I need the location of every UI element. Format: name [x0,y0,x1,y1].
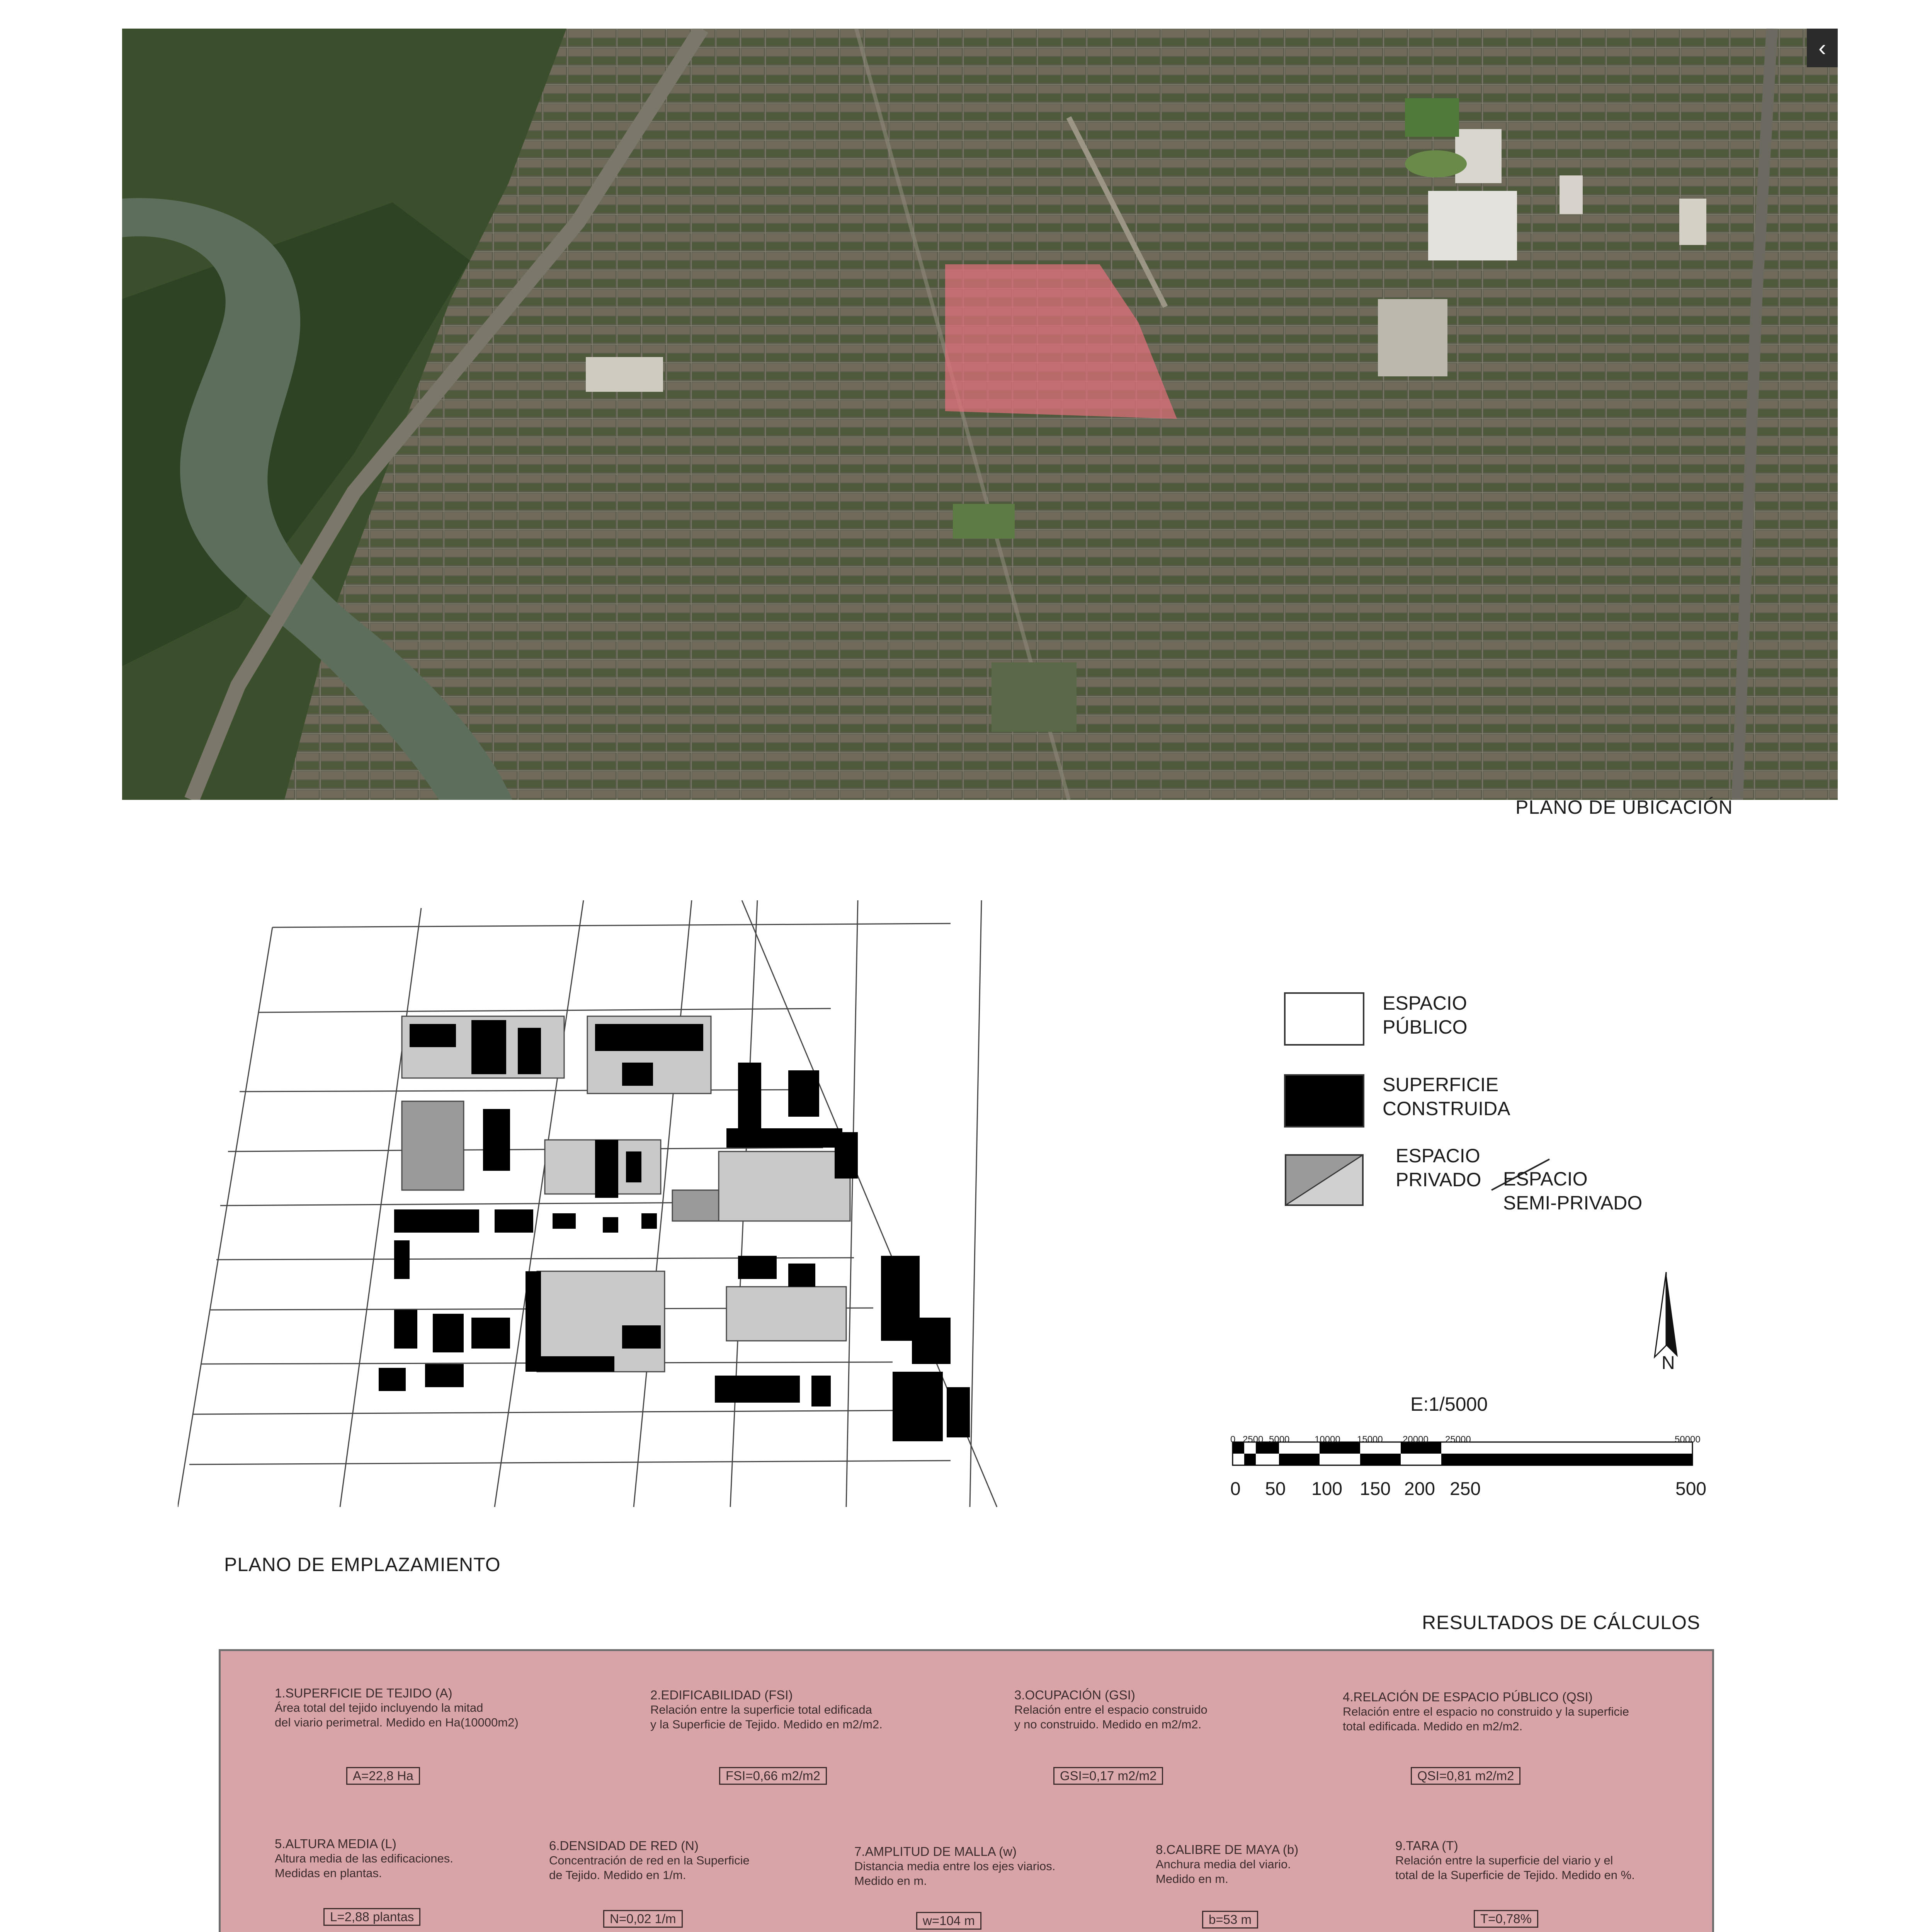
north-label: N [1662,1353,1675,1373]
location-plan-caption: PLANO DE UBICACIÓN [1515,796,1733,818]
chevron-left-icon[interactable]: ‹ [1807,29,1838,67]
legend-swatch-public [1284,992,1364,1046]
result-value-6: N=0,02 1/m [603,1910,683,1928]
result-item-8: 8.CALIBRE DE MAYA (b) Anchura media del viario. Medido en m. [1156,1842,1299,1886]
result-value-9: T=0,78% [1474,1910,1538,1928]
results-title: RESULTADOS DE CÁLCULOS [1422,1612,1701,1633]
legend-label-semiprivate: ESPACIO SEMI-PRIVADO [1503,1168,1643,1214]
result-item-1: 1.SUPERFICIE DE TEJIDO (A) Área total del tejido incluyendo la mitad del viario perimetral. Medido en Ha(10000m2) [275,1686,519,1729]
result-item-3: 3.OCUPACIÓN (GSI) Relación entre el espacio construido y no construido. Medido en m2/m2. [1014,1688,1208,1731]
result-item-9: 9.TARA (T) Relación entre la superficie del viario y el total de la Superficie de Tejido. Medido en %. [1395,1838,1635,1882]
result-item-6: 6.DENSIDAD DE RED (N) Concentración de red en la Superficie de Tejido. Medido en 1/m. [549,1838,750,1882]
scale-title: E:1/5000 [1410,1393,1488,1415]
site-plan-caption: PLANO DE EMPLAZAMIENTO [224,1554,501,1575]
result-value-1: A=22,8 Ha [346,1767,420,1785]
result-item-7: 7.AMPLITUD DE MALLA (w) Distancia media entre los ejes viarios. Medido en m. [854,1844,1056,1888]
result-item-4: 4.RELACIÓN DE ESPACIO PÚBLICO (QSI) Relación entre el espacio no construido y la superficie total edificada. Medido en m2/m2. [1343,1690,1629,1733]
result-item-5: 5.ALTURA MEDIA (L) Altura media de las edificaciones. Medidas en plantas. [275,1837,453,1880]
result-value-8: b=53 m [1202,1911,1258,1929]
result-value-4: QSI=0,81 m2/m2 [1411,1767,1520,1785]
result-value-3: GSI=0,17 m2/m2 [1053,1767,1163,1785]
scale-bar-graphic [1229,1434,1716,1471]
aerial-photo [122,29,1838,800]
legend-label-built: SUPERFICIE CONSTRUIDA [1383,1074,1510,1119]
aerial-location-map [122,29,1838,800]
legend-swatch-private [1284,1153,1364,1207]
result-value-7: w=104 m [916,1912,981,1930]
result-value-5: L=2,88 plantas [323,1908,420,1926]
legend-label-private: ESPACIO PRIVADO [1396,1145,1481,1190]
legend-swatch-built [1284,1074,1364,1128]
site-plan-drawing [178,900,1190,1511]
result-item-2: 2.EDIFICABILIDAD (FSI) Relación entre la superficie total edificada y la Superficie de Tejido. Medido en m2/m2. [650,1688,883,1731]
results-panel [219,1649,1714,1932]
site-plan [178,900,1190,1511]
legend-label-public: ESPACIO PÚBLICO [1383,992,1468,1038]
result-value-2: FSI=0,66 m2/m2 [719,1767,827,1785]
